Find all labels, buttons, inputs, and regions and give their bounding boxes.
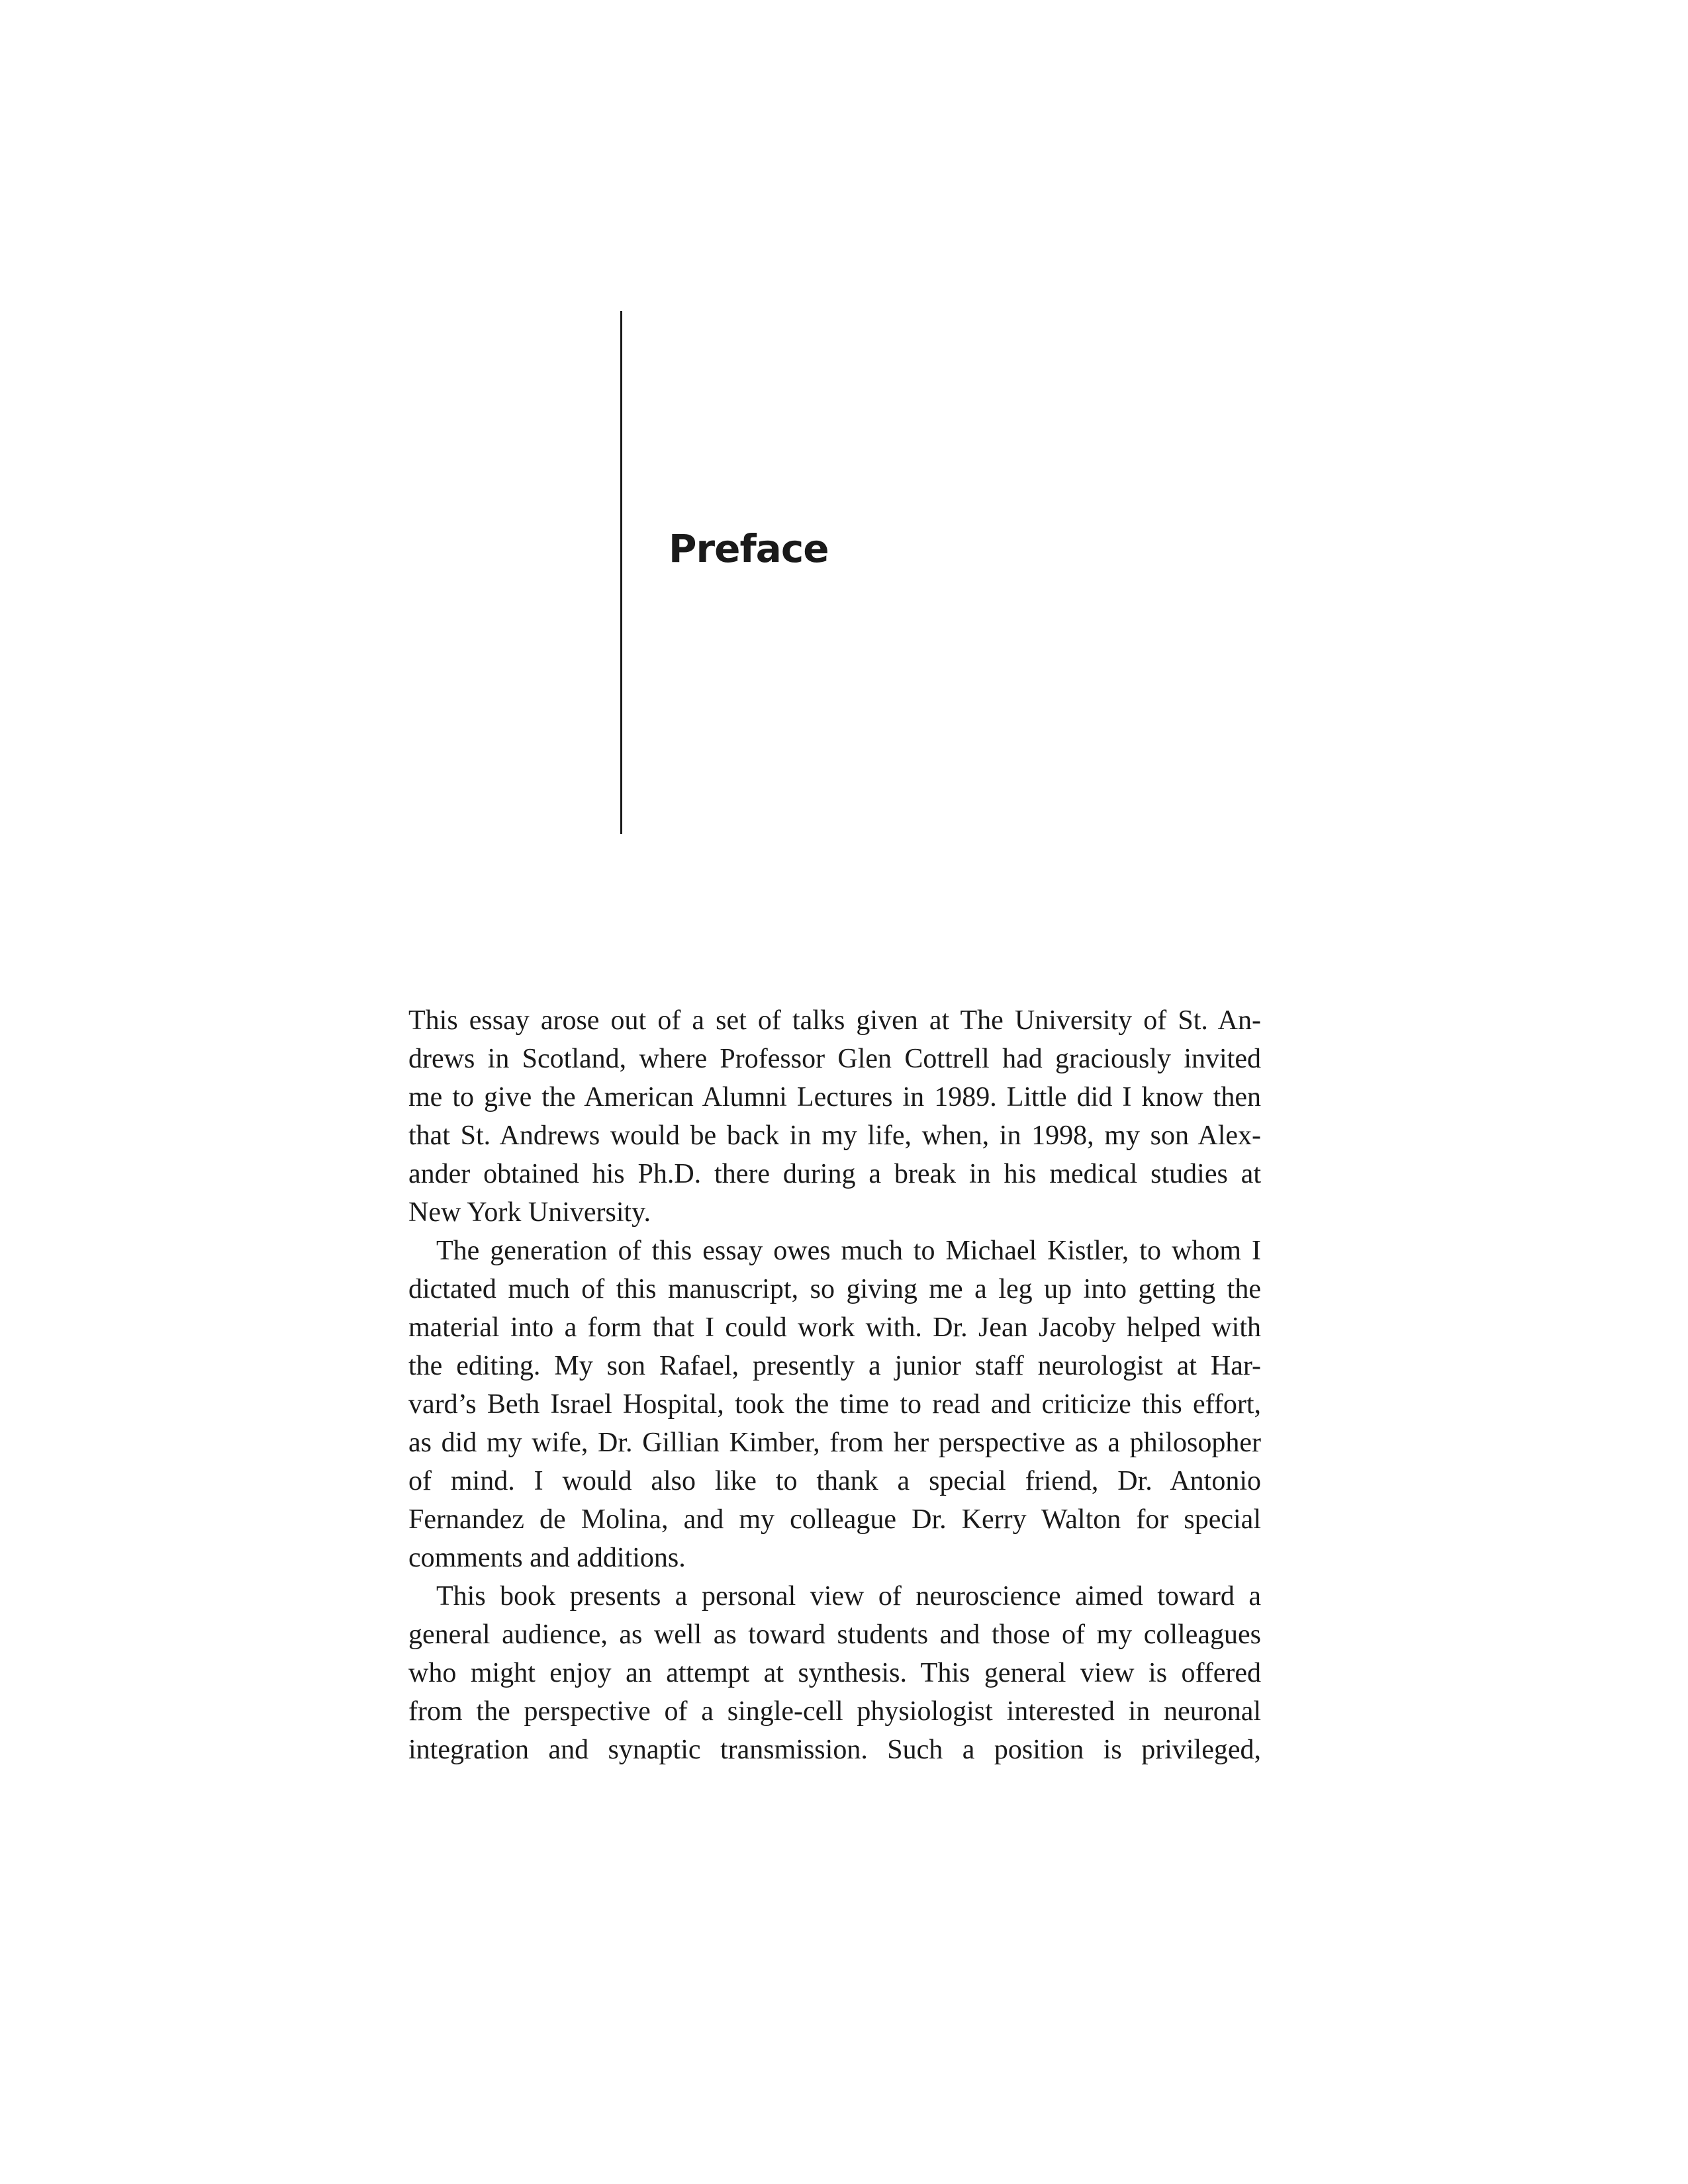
text-line: comments and additions.	[408, 1543, 686, 1573]
text-line: drews in Scotland, where Professor Glen Cottrell had graciously invited	[408, 1044, 1261, 1074]
text-line: of mind. I would also like to thank a special friend, Dr. Antonio	[408, 1466, 1261, 1496]
text-line: me to give the American Alumni Lectures in 1989. Little did I know then	[408, 1082, 1261, 1113]
text-line: ander obtained his Ph.D. there during a break in his medical studies at	[408, 1159, 1261, 1189]
text-line: as did my wife, Dr. Gillian Kimber, from her perspective as a philosopher	[408, 1428, 1261, 1458]
text-line: integration and synaptic transmission. Such a position is privileged,	[408, 1735, 1261, 1765]
text-line: New York University.	[408, 1197, 651, 1228]
text-line: who might enjoy an attempt at synthesis. This general view is offered	[408, 1658, 1261, 1688]
text-line: This book presents a personal view of neuroscience aimed toward a	[436, 1581, 1261, 1612]
text-line: Fernandez de Molina, and my colleague Dr. Kerry Walton for special	[408, 1504, 1261, 1535]
text-line: general audience, as well as toward students and those of my colleagues	[408, 1619, 1261, 1650]
page-title: Preface	[669, 526, 829, 571]
text-line: vard’s Beth Israel Hospital, took the time to read and criticize this effort,	[408, 1389, 1261, 1420]
text-line: the editing. My son Rafael, presently a junior staff neurologist at Har-	[408, 1351, 1261, 1381]
text-line: from the perspective of a single-cell physiologist interested in neuronal	[408, 1696, 1261, 1727]
text-line: This essay arose out of a set of talks given at The University of St. An-	[408, 1005, 1261, 1036]
text-line: material into a form that I could work with. Dr. Jean Jacoby helped with	[408, 1312, 1261, 1343]
text-line: The generation of this essay owes much to Michael Kistler, to whom I	[436, 1236, 1261, 1266]
body-text	[408, 1001, 1261, 1769]
text-line: that St. Andrews would be back in my life, when, in 1998, my son Alex-	[408, 1120, 1261, 1151]
vertical-rule	[620, 311, 622, 834]
paragraph-2	[408, 1232, 1261, 1577]
paragraph-1	[408, 1001, 1261, 1232]
text-line: dictated much of this manuscript, so giving me a leg up into getting the	[408, 1274, 1261, 1304]
paragraph-3	[408, 1577, 1261, 1769]
